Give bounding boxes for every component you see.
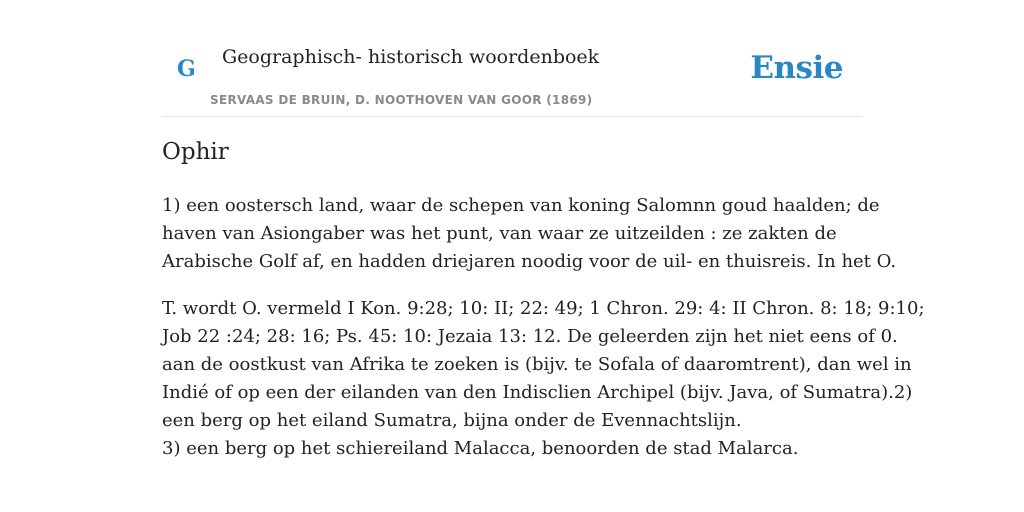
paragraph-line: 3) een berg op het schiereiland Malacca, benoorden de stad Malarca. [162,438,799,459]
entry-paragraph-1 [162,192,897,276]
book-title[interactable]: Geographisch- historisch woordenboek [222,46,600,68]
paragraph-line: T. wordt O. vermeld I Kon. 9:28; 10: II; 22: 49; 1 Chron. 29: 4: II Chron. 8: 18; 9:10; [162,298,925,319]
paragraph-line: een berg op het eiland Sumatra, bijna onder de Evennachtslijn. [162,410,742,431]
book-header [162,0,862,117]
entry-title: Ophir [162,139,229,165]
paragraph-line: Job 22 :24; 28: 16; Ps. 45: 10: Jezaia 13: 12. De geleerden zijn het niet eens of 0. [162,326,898,347]
section-letter[interactable]: G [177,56,196,82]
paragraph-line: Indié of op een der eilanden van den Indisclien Archipel (bijv. Java, of Sumatra).2) [162,382,913,403]
paragraph-line: 1) een oostersch land, waar de schepen van koning Salomnn goud haalden; de [162,195,880,216]
dictionary-page [162,0,925,459]
paragraph-line: Arabische Golf af, en hadden driejaren noodig voor de uil- en thuisreis. In het O. [162,251,897,272]
entry-paragraph-2 [162,295,925,463]
paragraph-line: aan de oostkust van Afrika te zoeken is (bijv. te Sofala of daaromtrent), dan wel in [162,354,912,375]
book-authors: SERVAAS DE BRUIN, D. NOOTHOVEN VAN GOOR (1869) [210,93,593,107]
ensie-logo[interactable]: Ensie [750,50,843,86]
paragraph-line: haven van Asiongaber was het punt, van waar ze uitzeilden : ze zakten de [162,223,837,244]
